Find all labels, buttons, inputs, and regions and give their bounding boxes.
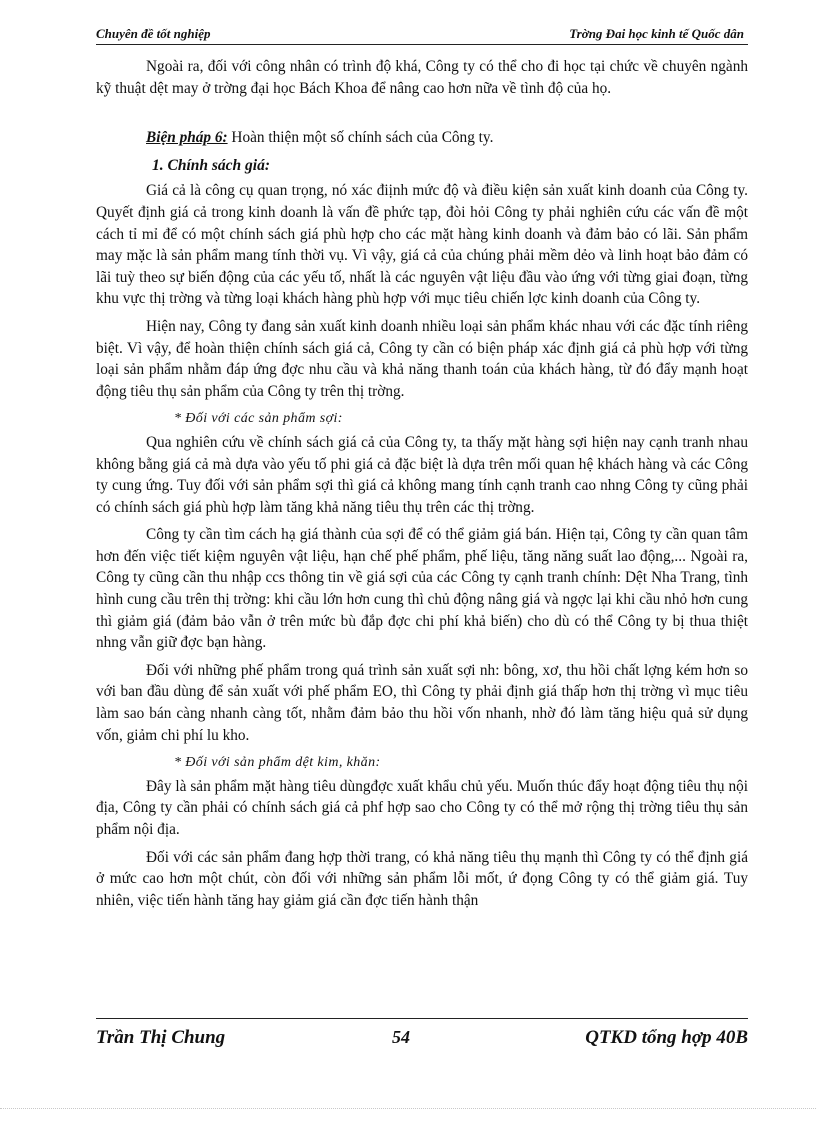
intro-paragraph: Ngoài ra, đối với công nhân có trình độ khá, Công ty có thể cho đi học tại chức về chuyên ngành kỹ thuật dệt may ở trờng đại học Bách Khoa để nâng cao hơn nữa về tình độ của họ.: [96, 58, 748, 97]
paragraph: Đối với các sản phẩm đang hợp thời trang, có khả năng tiêu thụ mạnh thì Công ty có thể định giá ở mức cao hơn một chút, còn đối với những sản phẩm lỗi mốt, ứ đọng Công ty có thể giảm giá. Tuy nhiên, việc tiến hành tăng hay giảm giá cần đợc tiến hành thận: [96, 848, 748, 909]
measure-label: Biện pháp 6:: [146, 129, 228, 147]
page-body: [96, 56, 748, 911]
page-header: [96, 24, 748, 45]
paragraph: Công ty cần tìm cách hạ giá thành của sợi để có thể giảm giá bán. Hiện tại, Công ty cần quan tâm hơn đến việc tiết kiệm nguyên vật liệu, hạn chế phế phẩm, phế liệu, tăng năng suất lao động,... Ngoài ra, Công ty cũng cần thu nhập ccs thông tin về giá sợi của các Công ty cạnh tranh chính: Dệt Nha Trang, tình hình cung cầu trên thị trờng: khi cầu lớn hơn cung thì chủ động nâng giá và ngợc lại khi cầu nhỏ hơn cung thì giảm giá (đảm bảo vẫn ở trên mức bù đắp đợc chi phí khả biến) cho dù có thể Công ty bị thua thiệt nhng vẫn giữ đợc bạn hàng.: [96, 526, 748, 652]
page-footer: [96, 1018, 748, 1051]
paragraph: Đây là sản phẩm mặt hàng tiêu dùngđợc xuất khẩu chủ yếu. Muốn thúc đẩy hoạt động tiêu thụ nội địa, Công ty cần phải có chính sách giá cả phf hợp sao cho Công ty có thể mở rộng thị trờng tiêu thụ sản phẩm nội địa.: [96, 777, 748, 838]
paragraph: Đối với những phế phẩm trong quá trình sản xuất sợi nh: bông, xơ, thu hồi chất lợng kém hơn so với ban đầu dùng để sản xuất với phế phẩm EO, thì Công ty phải định giá thấp hơn thị trờng vì mục tiêu làm sao bán càng nhanh càng tốt, nhằm đảm bảo thu hồi vốn nhanh, nhờ đó làm tăng hiệu quả sử dụng vốn, giảm chi phí lu kho.: [96, 661, 748, 744]
header-university: Trờng Đai học kinh tế Quốc dân: [569, 26, 744, 41]
page-number: 54: [392, 1027, 410, 1047]
measure-heading: [96, 127, 748, 149]
footer-author: Trần Thị Chung: [96, 1027, 226, 1048]
header-document-type: Chuyên đề tốt nghiệp: [96, 26, 211, 41]
paragraph: Qua nghiên cứu về chính sách giá cả của Công ty, ta thấy mặt hàng sợi hiện nay cạnh tranh nhau không bằng giá cả mà dựa vào yếu tố phi giá cả đặc biệt là dựa trên mối quan hệ khách hàng và các Công ty cung ứng. Tuy đối với sản phẩm sợi thì giá cả không mang tính cạnh tranh cao nhng Công ty cũng phải có chính sách giá phù hợp làm tăng khả năng tiêu thụ trên các thị trờng.: [96, 433, 748, 516]
bullet-heading-knit: * Đối với sản phẩm dệt kim, khăn:: [174, 755, 381, 771]
page-edge-divider: [0, 1108, 816, 1109]
footer-class: QTKD tổng hợp 40B: [585, 1027, 748, 1048]
bullet-heading-yarn: * Đối với các sản phẩm sợi:: [174, 411, 343, 427]
paragraph: Giá cả là công cụ quan trọng, nó xác điịnh mức độ và điều kiện sản xuất kinh doanh của Công ty. Quyết định giá cả trong kinh doanh là vấn đề phức tạp, đòi hỏi Công ty phải nghiên cứu các vấn đề một cách tỉ mỉ để có một chính sách giá phù hợp cho các mặt hàng kinh doanh và đảm bảo có lãi. Sản phẩm may mặc là sản phẩm mang tính thời vụ. Vì vậy, giá cả của chúng phải mềm dẻo và linh hoạt bảo đảm có lãi tuỳ theo sự biến động của các yếu tố, nhất là các nguyên vật liệu đầu vào ứng với từng giai đoạn, từng khu vực thị trờng và từng loại khách hàng phù hợp với mục tiêu chiến lợc kinh doanh của Công ty.: [96, 182, 748, 308]
section-heading: 1. Chính sách giá:: [152, 156, 271, 174]
paragraph: Hiện nay, Công ty đang sản xuất kinh doanh nhiều loại sản phẩm khác nhau với các đặc tính riêng biệt. Vì vậy, để hoàn thiện chính sách giá cả, Công ty cần có biện pháp xác định giá cả phù hợp với từng loại sản phẩm nhằm đáp ứng đợc nhu cầu và khả năng thanh toán của khách hàng, từ đó đẩy mạnh hoạt động tiêu thụ sản phẩm của Công ty trên thị trờng.: [96, 317, 748, 400]
measure-title: Hoàn thiện một số chính sách của Công ty.: [227, 129, 494, 147]
